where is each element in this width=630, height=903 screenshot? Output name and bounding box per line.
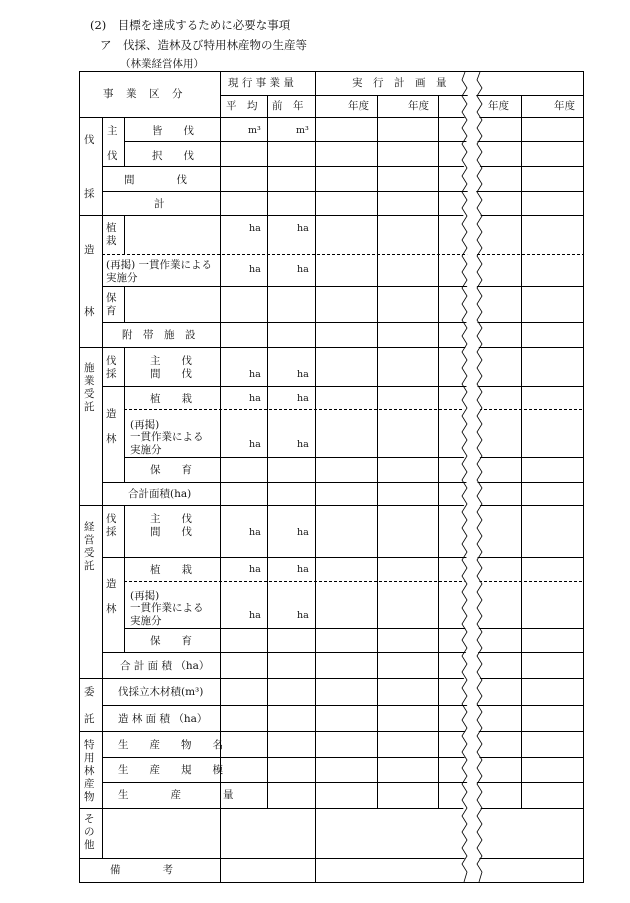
selection-cut-label: 択 伐 <box>152 150 194 162</box>
header-year-3: 年度 <box>488 100 509 112</box>
production-scale-label: 生 産 規 模 <box>118 764 223 776</box>
sekyo-main-label: 主 伐 <box>150 355 192 367</box>
keiei-planting-label: 植 栽 <box>150 564 192 576</box>
header-year-1: 年度 <box>348 100 369 112</box>
keiei-bassai-2: 採 <box>106 526 117 538</box>
unit-ha-k1a: ha <box>249 527 261 538</box>
sekyo-planting-label: 植 栽 <box>150 393 192 405</box>
bassai-total-label: 計 <box>154 198 165 210</box>
unit-m3-prev: m³ <box>296 125 309 136</box>
header-plan: 実 行 計 画 量 <box>352 77 447 89</box>
sekyo-group-2: 業 <box>84 375 95 387</box>
keiei-zourin-1: 造 <box>106 578 117 590</box>
unit-ha-z1b: ha <box>297 223 309 234</box>
keiei-zourin-2: 林 <box>106 603 117 615</box>
tokuyou-group-5: 物 <box>84 791 95 803</box>
unit-ha-s3b: ha <box>297 439 309 450</box>
keiei-group-1: 経 <box>84 521 95 533</box>
tokuyou-group-2: 用 <box>84 752 95 764</box>
main-cut-1: 主 <box>107 125 118 137</box>
unit-ha-z2a: ha <box>249 264 261 275</box>
sekyo-integrated-2: 一貫作業による <box>130 431 204 443</box>
keiei-group-4: 託 <box>84 560 95 572</box>
planting-2: 栽 <box>106 235 117 247</box>
bassai-group-1: 伐 <box>84 134 95 146</box>
sekyo-bassai-2: 採 <box>106 368 117 380</box>
keiei-total-area-label: 合 計 面 積 （ha） <box>120 660 210 672</box>
unit-ha-k2b: ha <box>297 564 309 575</box>
subsection-note: （林業経営体用） <box>120 58 204 70</box>
tokuyou-group-4: 産 <box>84 778 95 790</box>
zourin-group-1: 造 <box>84 244 95 256</box>
itaku-group-2: 託 <box>84 713 95 725</box>
sekyo-group-4: 託 <box>84 401 95 413</box>
keiei-thin-label: 間 伐 <box>150 526 192 538</box>
header-prev-year: 前 年 <box>272 100 304 112</box>
keiei-main-label: 主 伐 <box>150 513 192 525</box>
other-label-3: 他 <box>84 839 95 851</box>
facilities-label: 附 帯 施 設 <box>122 329 196 341</box>
keiei-integrated-3: 実施分 <box>130 615 162 627</box>
sekyo-tending-label: 保 育 <box>150 464 192 476</box>
unit-ha-z1a: ha <box>249 223 261 234</box>
keiei-integrated-1: (再掲) <box>130 590 160 602</box>
thinning-label: 間 伐 <box>124 174 187 186</box>
bassai-group-2: 採 <box>84 188 95 200</box>
itaku-area-label: 造 林 面 積 （ha） <box>118 713 208 725</box>
keiei-tending-label: 保 育 <box>150 635 192 647</box>
unit-m3-average: m³ <box>248 125 261 136</box>
itaku-group-1: 委 <box>84 686 95 698</box>
sekyo-zourin-2: 林 <box>106 433 117 445</box>
planting-1: 植 <box>106 222 117 234</box>
keiei-bassai-1: 伐 <box>106 513 117 525</box>
unit-ha-k2a: ha <box>249 564 261 575</box>
product-name-label: 生 産 物 名 <box>118 739 223 751</box>
sekyo-integrated-3: 実施分 <box>130 444 162 456</box>
tokuyou-group-1: 特 <box>84 739 95 751</box>
header-category: 事 業 区 分 <box>103 88 184 100</box>
unit-ha-k3b: ha <box>297 610 309 621</box>
unit-ha-s1a: ha <box>249 369 261 380</box>
main-cut-2: 伐 <box>107 150 118 162</box>
header-year-4: 年度 <box>554 100 575 112</box>
section-heading: (2) 目標を達成するために必要な事項 <box>90 18 291 32</box>
subsection-heading: ア 伐採、造林及び特用林産物の生産等 <box>100 38 307 52</box>
header-year-2: 年度 <box>408 100 429 112</box>
zourin-integrated-label: (再掲) 一貫作業による実施分 <box>106 259 213 284</box>
zourin-group-2: 林 <box>84 306 95 318</box>
keiei-integrated-2: 一貫作業による <box>130 602 204 614</box>
keiei-group-2: 営 <box>84 534 95 546</box>
sekyo-integrated-1: (再掲) <box>130 419 160 431</box>
remarks-label: 備 考 <box>110 864 173 876</box>
sekyo-zourin-1: 造 <box>106 408 117 420</box>
keiei-group-3: 受 <box>84 547 95 559</box>
unit-ha-k3a: ha <box>249 610 261 621</box>
unit-ha-s3a: ha <box>249 439 261 450</box>
tending-2: 育 <box>106 305 117 317</box>
unit-ha-s1b: ha <box>297 369 309 380</box>
sekyo-total-area-label: 合計面積(ha) <box>128 488 192 500</box>
itaku-timber-label: 伐採立木材積(m³) <box>118 686 204 698</box>
sekyo-thin-label: 間 伐 <box>150 368 192 380</box>
sekyo-group-3: 受 <box>84 388 95 400</box>
unit-ha-s2a: ha <box>249 393 261 404</box>
header-average: 平 均 <box>226 100 258 112</box>
production-amount-label: 生 産 量 <box>118 789 234 801</box>
other-label-2: の <box>84 826 95 838</box>
sekyo-bassai-1: 伐 <box>106 355 117 367</box>
header-current: 現 行 事 業 量 <box>228 77 294 89</box>
sekyo-group-1: 施 <box>84 362 95 374</box>
unit-ha-s2b: ha <box>297 393 309 404</box>
unit-ha-z2b: ha <box>297 264 309 275</box>
other-label-1: そ <box>84 813 95 825</box>
tending-1: 保 <box>106 292 117 304</box>
tokuyou-group-3: 林 <box>84 765 95 777</box>
unit-ha-k1b: ha <box>297 527 309 538</box>
clear-cut-label: 皆 伐 <box>152 125 194 137</box>
